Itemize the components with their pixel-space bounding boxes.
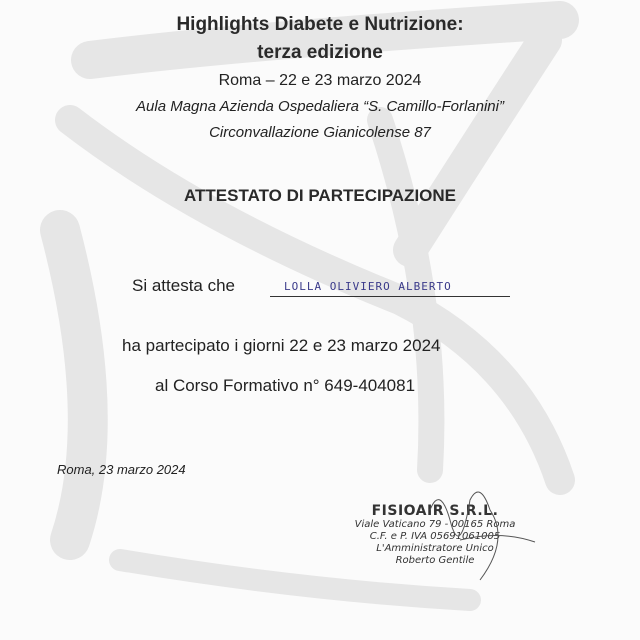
participant-name-handwritten: LOLLA OLIVIERO ALBERTO xyxy=(270,280,510,297)
certificate-heading: ATTESTATO DI PARTECIPAZIONE xyxy=(184,186,456,205)
stamp-role: L'Amministratore Unico xyxy=(376,543,494,554)
attest-label: Si attesta che xyxy=(132,276,236,295)
stamp-person: Roberto Gentile xyxy=(395,555,475,566)
event-title-line1: Highlights Diabete e Nutrizione: xyxy=(176,14,464,35)
issue-date: Roma, 23 marzo 2024 xyxy=(57,462,186,477)
course-number: al Corso Formativo n° 649-404081 xyxy=(155,376,416,395)
signature-scribble xyxy=(420,480,540,590)
stamp-vat: C.F. e P. IVA 05691061005 xyxy=(369,531,501,542)
event-address: Circonvallazione Gianicolense 87 xyxy=(209,124,431,141)
participation-days: ha partecipato i giorni 22 e 23 marzo 2024 xyxy=(122,336,441,355)
event-title-line2: terza edizione xyxy=(257,42,383,63)
event-date-place: Roma – 22 e 23 marzo 2024 xyxy=(218,72,422,89)
stamp-company: FISIOAIR S.R.L. xyxy=(371,503,499,519)
stamp-address: Viale Vaticano 79 - 00165 Roma xyxy=(354,519,516,530)
event-venue: Aula Magna Azienda Ospedaliera “S. Camillo-Forlanini” xyxy=(136,98,504,115)
